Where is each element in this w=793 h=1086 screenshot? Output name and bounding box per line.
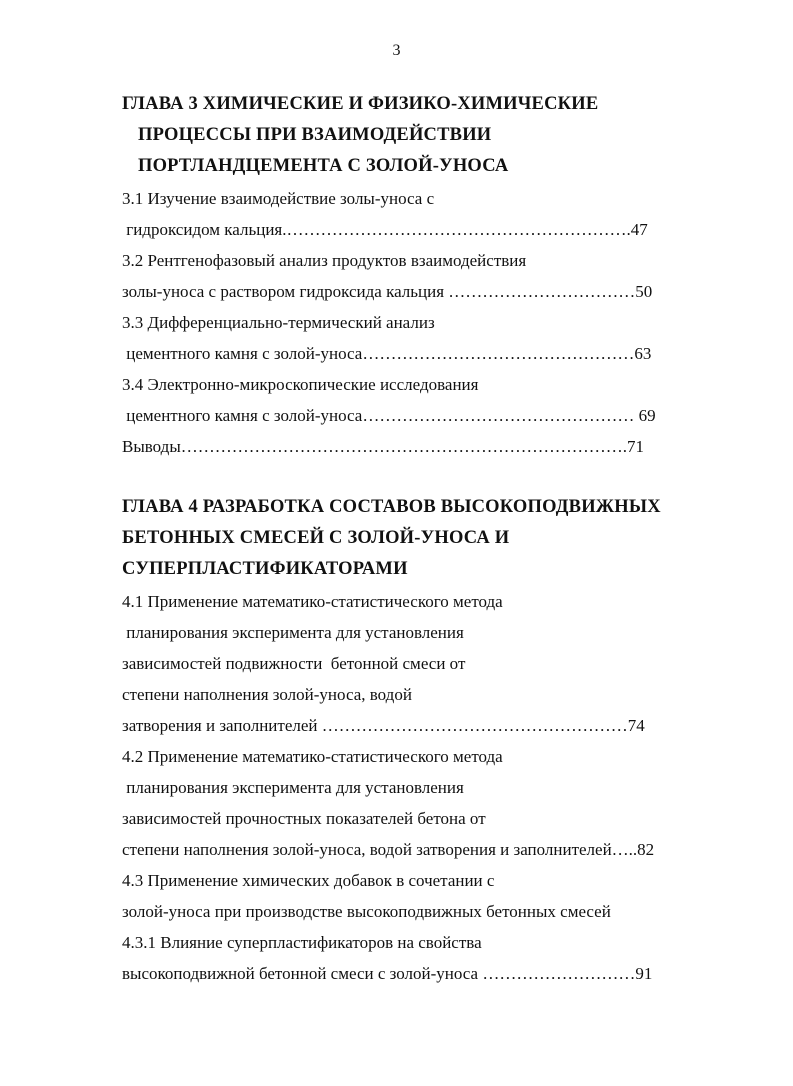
page-number: 3 bbox=[392, 42, 401, 59]
chapter4-title-line-2: БЕТОННЫХ СМЕСЕЙ С ЗОЛОЙ-УНОСА И bbox=[122, 528, 510, 548]
toc-entry-4-1-line-1: 4.1 Применение математико-статистического метода bbox=[122, 592, 503, 611]
toc-entry-3-4-line-2: цементного камня с золой-уноса………………………………………… 69 bbox=[122, 406, 656, 425]
toc-entry-4-1-line-4: степени наполнения золой-уноса, водой bbox=[122, 685, 412, 704]
chapter3-title-line-3: ПОРТЛАНДЦЕМЕНТА С ЗОЛОЙ-УНОСА bbox=[138, 156, 509, 176]
toc-entry-3-3-line-1: 3.3 Дифференциально-термический анализ bbox=[122, 313, 435, 332]
toc-entry-3-3-line-2: цементного камня с золой-уноса…………………………………………63 bbox=[122, 344, 652, 363]
toc-entry-3-1-line-1: 3.1 Изучение взаимодействие золы-уноса с bbox=[122, 189, 435, 208]
chapter3-title-line-1: ГЛАВА 3 ХИМИЧЕСКИЕ И ФИЗИКО-ХИМИЧЕСКИЕ bbox=[122, 94, 599, 114]
toc-entry-4-1-line-3: зависимостей подвижности бетонной смеси от bbox=[122, 654, 466, 673]
toc-entry-4-2-line-3: зависимостей прочностных показателей бетона от bbox=[122, 809, 486, 828]
toc-entry-4-1-line-2: планирования эксперимента для установления bbox=[122, 623, 464, 642]
toc-entry-4-2-line-2: планирования эксперимента для установления bbox=[122, 778, 464, 797]
toc-entry-4-3-1-line-1: 4.3.1 Влияние суперпластификаторов на свойства bbox=[122, 933, 482, 952]
toc-entry-3-1-line-2: гидроксидом кальция.…………………………………………………….47 bbox=[122, 220, 648, 239]
toc-entry-3-4-line-1: 3.4 Электронно-микроскопические исследования bbox=[122, 375, 479, 394]
toc-entry-4-2-line-4: степени наполнения золой-уноса, водой затворения и заполнителей…..82 bbox=[122, 840, 655, 859]
chapter4-title-line-1: ГЛАВА 4 РАЗРАБОТКА СОСТАВОВ ВЫСОКОПОДВИЖНЫХ bbox=[122, 497, 661, 517]
toc-entry-4-3-line-1: 4.3 Применение химических добавок в сочетании с bbox=[122, 871, 495, 890]
toc-entry-4-1-line-5: затворения и заполнителей ………………………………………………74 bbox=[122, 716, 645, 735]
toc-entry-4-3-line-2: золой-уноса при производстве высокоподвижных бетонных смесей bbox=[122, 902, 611, 921]
toc-entry-4-2-line-1: 4.2 Применение математико-статистического метода bbox=[122, 747, 503, 766]
toc-entry-3-2-line-1: 3.2 Рентгенофазовый анализ продуктов взаимодействия bbox=[122, 251, 527, 270]
chapter3-title-line-2: ПРОЦЕССЫ ПРИ ВЗАИМОДЕЙСТВИИ bbox=[138, 125, 492, 145]
toc-entry-3-2-line-2: золы-уноса с раствором гидроксида кальция ……………………………50 bbox=[122, 282, 653, 301]
toc-entry-conclusions: Выводы…………………………………………………………………….71 bbox=[122, 437, 645, 456]
chapter4-title-line-3: СУПЕРПЛАСТИФИКАТОРАМИ bbox=[122, 559, 408, 579]
toc-entry-4-3-1-line-2: высокоподвижной бетонной смеси с золой-уноса ………………………91 bbox=[122, 964, 653, 983]
